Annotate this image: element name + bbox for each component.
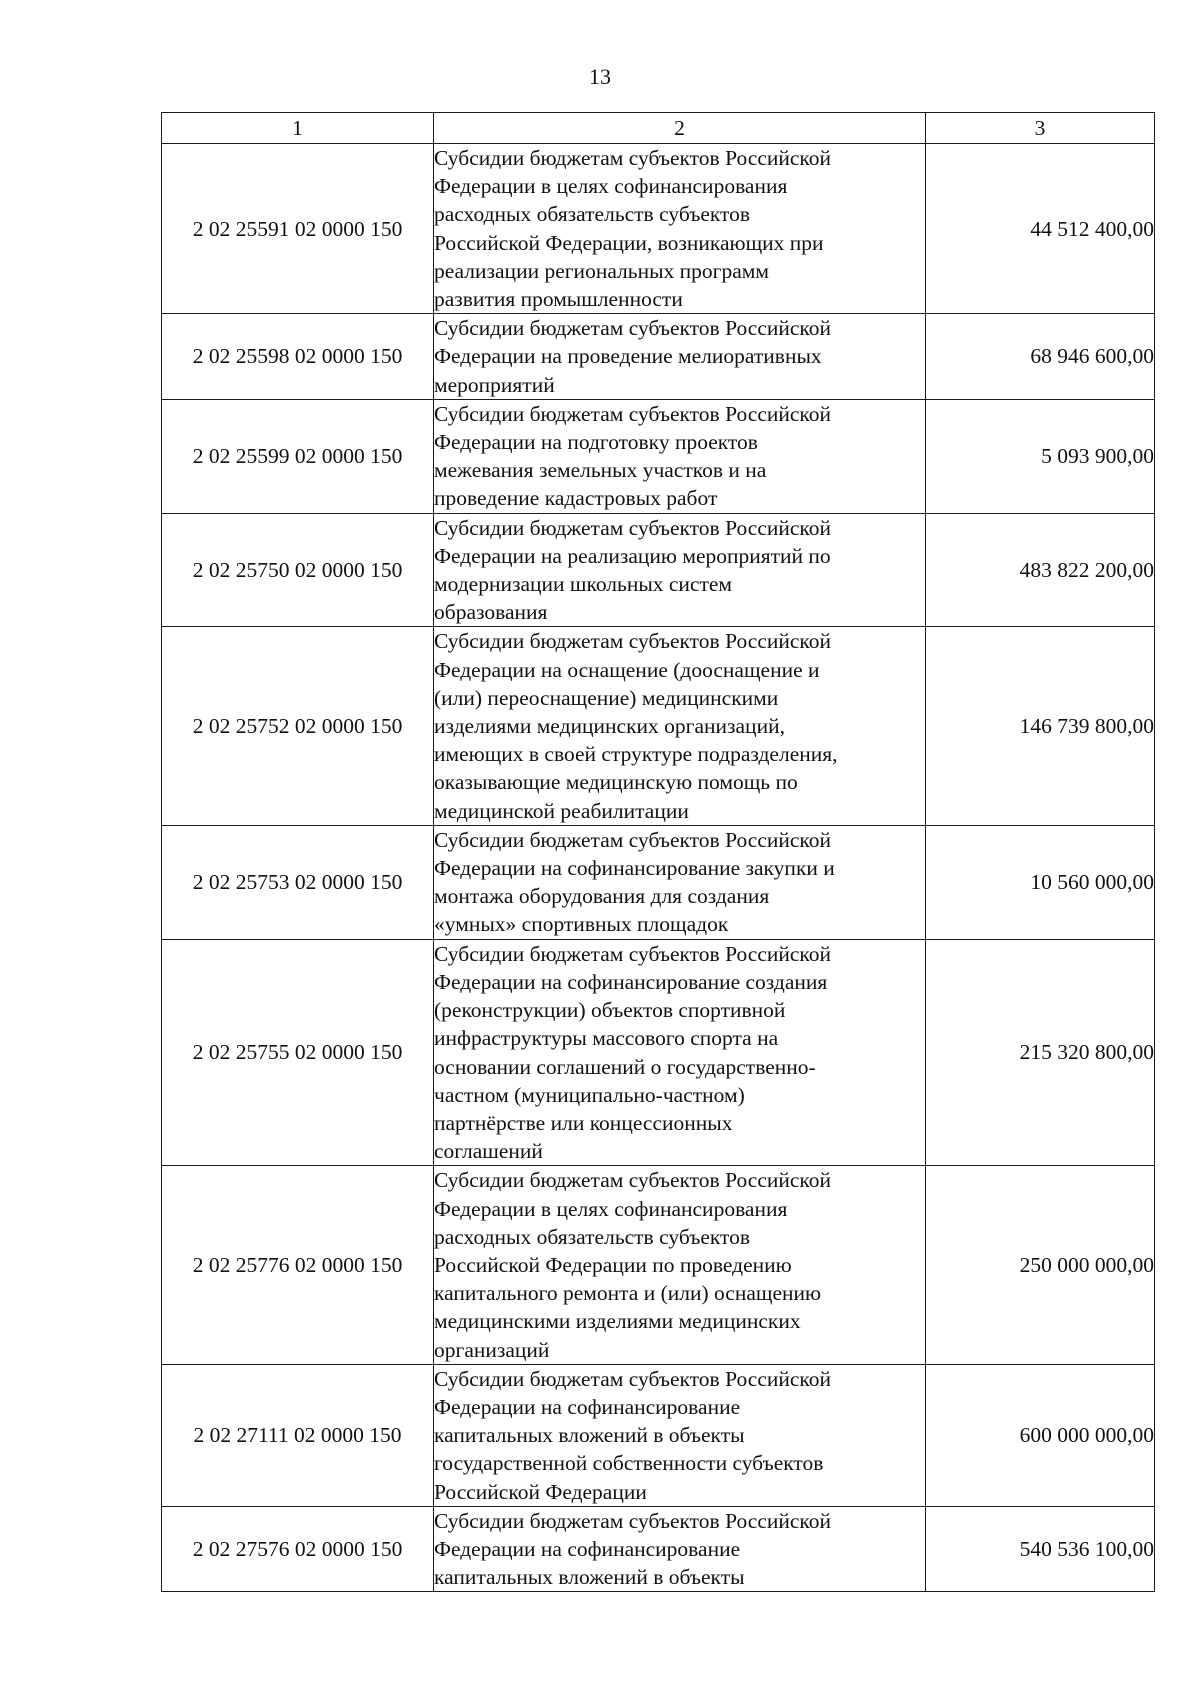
table-row [162,144,1155,314]
description-line: Субсидии бюджетам субъектов Российской [434,1168,832,1193]
table-row [162,1166,1155,1364]
budget-code-cell: 2 02 25591 02 0000 150 [162,144,434,314]
description-line: капитальных вложений в объекты [434,1423,745,1448]
description-line: партнёрстве или концессионных [434,1110,733,1135]
description-line: Федерации на софинансирование [434,1536,741,1561]
description-line: монтажа оборудования для создания [434,884,770,909]
table-row [162,1506,1155,1592]
page-number: 13 [589,64,611,89]
amount-cell: 250 000 000,00 [926,1166,1155,1364]
table-row [162,825,1155,939]
description-line: Федерации на реализацию мероприятий по [434,543,831,568]
description-cell [434,939,926,1166]
description-cell [434,825,926,939]
description-line: Субсидии бюджетам субъектов Российской [434,316,832,341]
description-line: образования [434,600,548,625]
description-line: Субсидии бюджетам субъектов Российской [434,1508,832,1533]
description-line: оказывающие медицинскую помощь по [434,770,798,795]
description-line: Субсидии бюджетам субъектов Российской [434,629,832,654]
description-line: межевания земельных участков и на [434,458,767,483]
description-line: Субсидии бюджетам субъектов Российской [434,941,832,966]
description-line: Федерации в целях софинансирования [434,1196,788,1221]
description-line: мероприятий [434,372,555,397]
description-line: капитальных вложений в объекты [434,1565,745,1590]
description-line: Субсидии бюджетам субъектов Российской [434,401,832,426]
budget-code-cell: 2 02 25599 02 0000 150 [162,399,434,513]
budget-code-cell: 2 02 27576 02 0000 150 [162,1506,434,1592]
description-line: государственной собственности субъектов [434,1451,824,1476]
description-line: развития промышленности [434,287,683,312]
description-line: Федерации на проведение мелиоративных [434,344,822,369]
amount-cell: 483 822 200,00 [926,513,1155,627]
description-cell [434,144,926,314]
amount-cell: 146 739 800,00 [926,627,1155,825]
budget-code-cell: 2 02 25598 02 0000 150 [162,314,434,400]
budget-code-cell: 2 02 25753 02 0000 150 [162,825,434,939]
description-line: организаций [434,1337,550,1362]
revenue-table [161,112,1155,1592]
description-cell [434,627,926,825]
description-line: Федерации на софинансирование закупки и [434,856,835,881]
table-header [162,113,1155,144]
description-line: расходных обязательств субъектов [434,202,751,227]
description-line: частном (муниципально-частном) [434,1082,745,1107]
description-line: реализации региональных программ [434,258,769,283]
description-line: Российской Федерации, возникающих при [434,230,824,255]
description-line: расходных обязательств субъектов [434,1224,751,1249]
description-line: (или) переоснащение) медицинскими [434,685,779,710]
budget-code-cell: 2 02 25755 02 0000 150 [162,939,434,1166]
description-cell [434,314,926,400]
table-row [162,1364,1155,1506]
amount-cell: 10 560 000,00 [926,825,1155,939]
budget-code-cell: 2 02 25750 02 0000 150 [162,513,434,627]
description-line: Субсидии бюджетам субъектов Российской [434,827,832,852]
column-header-1: 1 [162,113,434,144]
table-row [162,627,1155,825]
description-line: Федерации на подготовку проектов [434,430,758,455]
description-cell [434,399,926,513]
description-line: медицинской реабилитации [434,798,689,823]
table-body [162,144,1155,1592]
description-line: капитального ремонта и (или) оснащению [434,1281,822,1306]
description-line: Субсидии бюджетам субъектов Российской [434,515,832,540]
description-line: (реконструкции) объектов спортивной [434,998,786,1023]
budget-code-cell: 2 02 25752 02 0000 150 [162,627,434,825]
column-header-2: 2 [434,113,926,144]
description-line: Федерации на оснащение (дооснащение и [434,657,820,682]
header-row [162,113,1155,144]
description-line: Субсидии бюджетам субъектов Российской [434,146,832,170]
description-line: соглашений [434,1139,543,1164]
description-line: проведение кадастровых работ [434,486,718,511]
description-line: Субсидии бюджетам субъектов Российской [434,1366,832,1391]
description-line: «умных» спортивных площадок [434,912,729,937]
amount-cell: 600 000 000,00 [926,1364,1155,1506]
amount-cell: 540 536 100,00 [926,1506,1155,1592]
description-line: Российской Федерации [434,1479,647,1504]
amount-cell: 44 512 400,00 [926,144,1155,314]
amount-cell: 68 946 600,00 [926,314,1155,400]
description-line: основании соглашений о государственно- [434,1054,816,1079]
amount-cell: 5 093 900,00 [926,399,1155,513]
column-header-3: 3 [926,113,1155,144]
description-line: модернизации школьных систем [434,572,733,597]
table-row [162,399,1155,513]
table-row [162,939,1155,1166]
description-line: изделиями медицинских организаций, [434,714,785,739]
description-line: имеющих в своей структуре подразделения, [434,742,838,767]
table-row [162,314,1155,400]
description-line: Российской Федерации по проведению [434,1252,792,1277]
description-line: Федерации на софинансирование [434,1394,741,1419]
amount-cell: 215 320 800,00 [926,939,1155,1166]
description-cell [434,1166,926,1364]
description-cell [434,1506,926,1592]
description-cell [434,513,926,627]
description-line: инфраструктуры массового спорта на [434,1026,779,1051]
table-row [162,513,1155,627]
budget-code-cell: 2 02 27111 02 0000 150 [162,1364,434,1506]
description-line: медицинскими изделиями медицинских [434,1309,801,1334]
description-line: Федерации в целях софинансирования [434,174,788,199]
description-cell [434,1364,926,1506]
description-line: Федерации на софинансирование создания [434,969,828,994]
budget-code-cell: 2 02 25776 02 0000 150 [162,1166,434,1364]
